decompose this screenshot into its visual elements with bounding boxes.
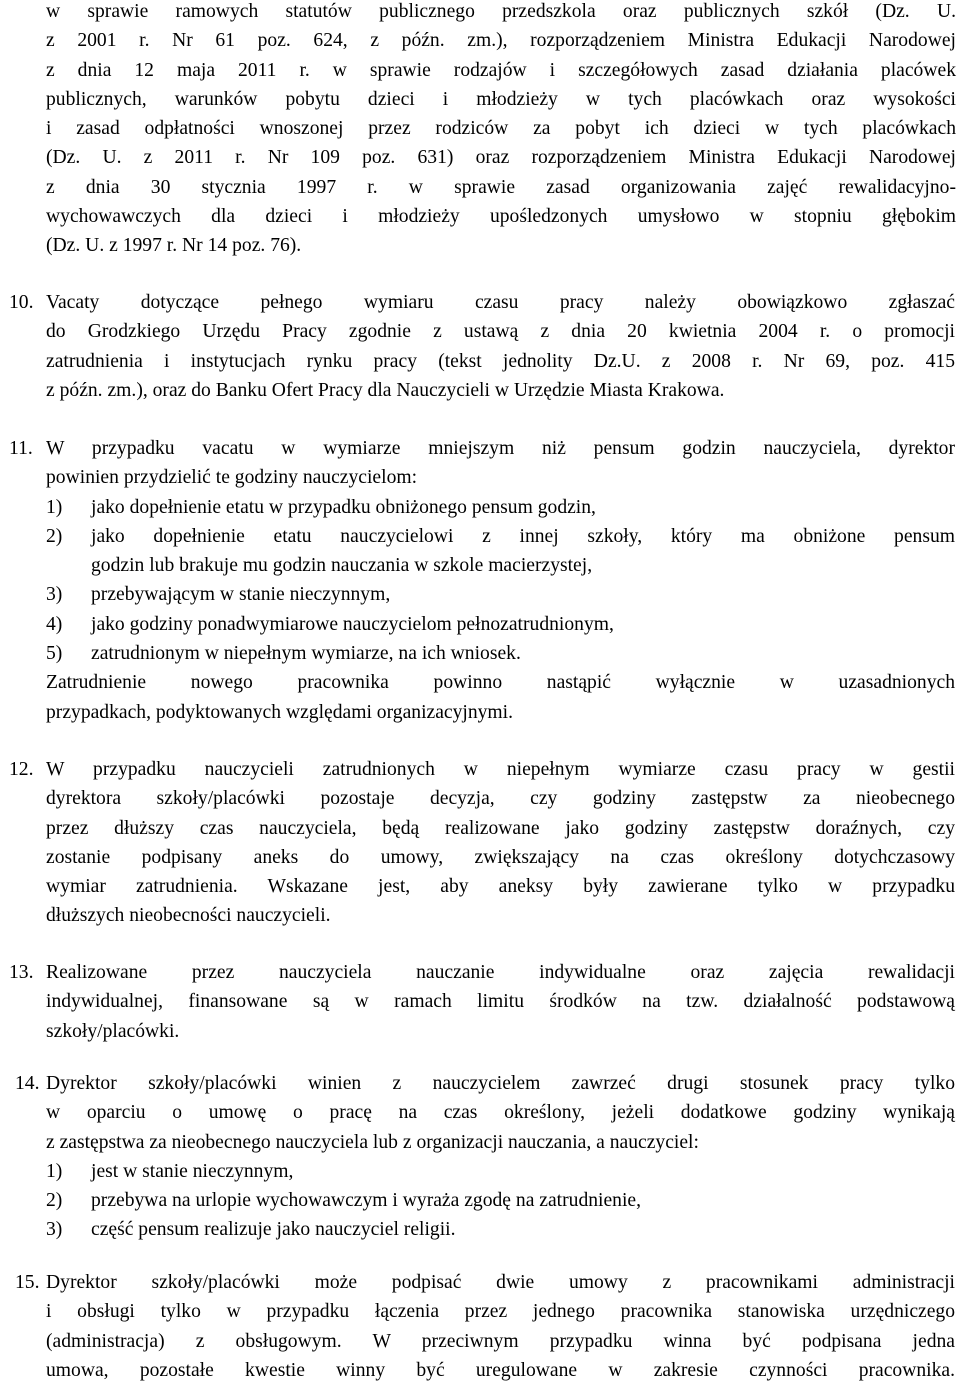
text-line: przypadkach, podyktowanych względami organizacyjnymi. [46, 701, 514, 723]
paragraph-body [46, 755, 955, 931]
text-line: Realizowane przez nauczyciela nauczanie indywidualne oraz zajęcia rewalidacji [46, 962, 955, 983]
list-item-number: 2) [46, 525, 63, 547]
text-line: wymiar zatrudnienia. Wskazane jest, aby aneksy były zawierane tylko w przypadku [46, 876, 955, 898]
list-item-text: jako godziny ponadwymiarowe nauczycielom pełnozatrudnionym, [91, 613, 614, 635]
paragraph-body [46, 434, 955, 727]
text-line: szkoły/placówki. [46, 1020, 180, 1042]
list-item [46, 1157, 955, 1186]
list-item [46, 610, 955, 639]
text-line: w sprawie ramowych statutów publicznego przedszkola oraz publicznych szkół (Dz. U. [46, 1, 956, 22]
text-line: z dnia 30 stycznia 1997 r. w sprawie zasad organizowania zajęć rewalidacyjno- [46, 176, 956, 198]
text-line: z dnia 12 maja 2011 r. w sprawie rodzajów i szczegółowych zasad działania placówek [46, 59, 956, 81]
paragraph-body [46, 1069, 955, 1245]
text-line: (administracja) z obsługowym. W przeciwnym przypadku winna być podpisana jedna [46, 1330, 955, 1352]
text-line: dłuższych nieobecności nauczycieli. [46, 905, 331, 927]
text-line: z późn. zm.), oraz do Banku Ofert Pracy dla Nauczycieli w Urzędzie Miasta Krakowa. [46, 379, 725, 401]
text-line: publicznych, warunków pobytu dzieci i młodzieży w tych placówkach oraz wysokości [46, 88, 956, 110]
text-line: (Dz. U. z 1997 r. Nr 14 poz. 76). [46, 235, 302, 257]
text-line: wychowawczych dla dzieci i młodzieży upośledzonych umysłowo w stopniu głębokim [46, 206, 956, 228]
text-line: (Dz. U. z 2011 r. Nr 109 poz. 631) oraz rozporządzeniem Ministra Edukacji Narodowej [46, 147, 956, 169]
text-line: z zastępstwa za nieobecnego nauczyciela lub z organizacji nauczania, a nauczyciel: [46, 1131, 699, 1153]
paragraph-number: 15. [15, 1272, 40, 1293]
list-item [46, 1215, 955, 1244]
paragraph-number: 12. [9, 759, 34, 780]
text-line: umowa, pozostałe kwestie winny być uregulowane w zakresie czynności pracownika. [46, 1359, 955, 1381]
text-line: w oparciu o umowę o pracę na czas określony, jeżeli dodatkowe godziny wynikają [46, 1102, 955, 1124]
list-item-number: 1) [46, 496, 63, 518]
list-item-text: przebywającym w stanie nieczynnym, [91, 584, 391, 606]
text-line: W przypadku nauczycieli zatrudnionych w niepełnym wymiarze czasu pracy w gestii [46, 759, 955, 780]
text-line: przez dłuższy czas nauczyciela, będą realizowane jako godziny zastępstw doraźnych, czy [46, 817, 955, 839]
paragraph-number: 14. [15, 1073, 40, 1094]
text-line: do Grodzkiego Urzędu Pracy zgodnie z ustawą z dnia 20 kwietnia 2004 r. o promocji [46, 321, 955, 343]
text-line: i obsługi tylko w przypadku łączenia przez jednego pracownika stanowiska urzędniczego [46, 1301, 955, 1323]
list-item-text: przebywa na urlopie wychowawczym i wyraża zgodę na zatrudnienie, [91, 1190, 642, 1212]
list-item-text: jako dopełnienie etatu w przypadku obniżonego pensum godzin, [91, 496, 596, 518]
text-line: zostanie podpisany aneks do umowy, zwiększający na czas określony dotychczasowy [46, 846, 955, 868]
text-line: dyrektora szkoły/placówki pozostaje decyzja, czy godziny zastępstw za nieobecnego [46, 788, 955, 810]
list-item-number: 5) [46, 643, 63, 665]
list-item-number: 2) [46, 1190, 63, 1212]
list-item-number: 3) [46, 584, 63, 606]
text-line: Dyrektor szkoły/placówki winien z nauczycielem zawrzeć drugi stosunek pracy tylko [46, 1073, 955, 1094]
list-item-continuation: godzin lub brakuje mu godzin nauczania w szkole macierzystej, [91, 555, 593, 577]
list-item [46, 522, 955, 551]
paragraph-body [46, 958, 955, 1046]
text-line: Vacaty dotyczące pełnego wymiaru czasu pracy należy obowiązkowo zgłaszać [46, 292, 955, 313]
text-line: zatrudnienia i instytucjach rynku pracy (tekst jednolity Dz.U. z 2008 r. Nr 69, poz. 415 [46, 350, 955, 372]
list-item-number: 3) [46, 1219, 63, 1241]
text-line: Dyrektor szkoły/placówki może podpisać dwie umowy z pracownikami administracji [46, 1272, 955, 1293]
text-line: W przypadku vacatu w wymiarze mniejszym niż pensum godzin nauczyciela, dyrektor [46, 438, 955, 459]
list-item [46, 1186, 955, 1215]
list-item [46, 580, 955, 609]
list-item-text: część pensum realizuje jako nauczyciel religii. [91, 1219, 456, 1241]
list-item [46, 639, 955, 668]
intro-paragraph [46, 0, 956, 261]
paragraph-number: 11. [9, 438, 33, 459]
text-line: z 2001 r. Nr 61 poz. 624, z późn. zm.), rozporządzeniem Ministra Edukacji Narodowej [46, 30, 956, 52]
text-line: powinien przydzielić te godziny nauczycielom: [46, 467, 418, 489]
paragraph-body [46, 288, 955, 405]
list-item-text: jako dopełnienie etatu nauczycielowi z innej szkoły, który ma obniżone pensum [91, 525, 955, 547]
text-line: Zatrudnienie nowego pracownika powinno nastąpić wyłącznie w uzasadnionych [46, 672, 955, 694]
text-line: i zasad odpłatności wnoszonej przez rodziców za pobyt ich dzieci w tych placówkach [46, 118, 956, 140]
list-item-text: zatrudnionym w niepełnym wymiarze, na ich wniosek. [91, 643, 521, 665]
text-line: indywidualnej, finansowane są w ramach limitu środków na tzw. działalność podstawową [46, 991, 955, 1013]
paragraph-number: 13. [9, 962, 34, 983]
list-item-number: 4) [46, 613, 63, 635]
list-item-text: jest w stanie nieczynnym, [91, 1160, 294, 1182]
paragraph-body [46, 1268, 955, 1385]
list-item-number: 1) [46, 1160, 63, 1182]
paragraph-number: 10. [9, 292, 34, 313]
list-item [46, 493, 955, 522]
